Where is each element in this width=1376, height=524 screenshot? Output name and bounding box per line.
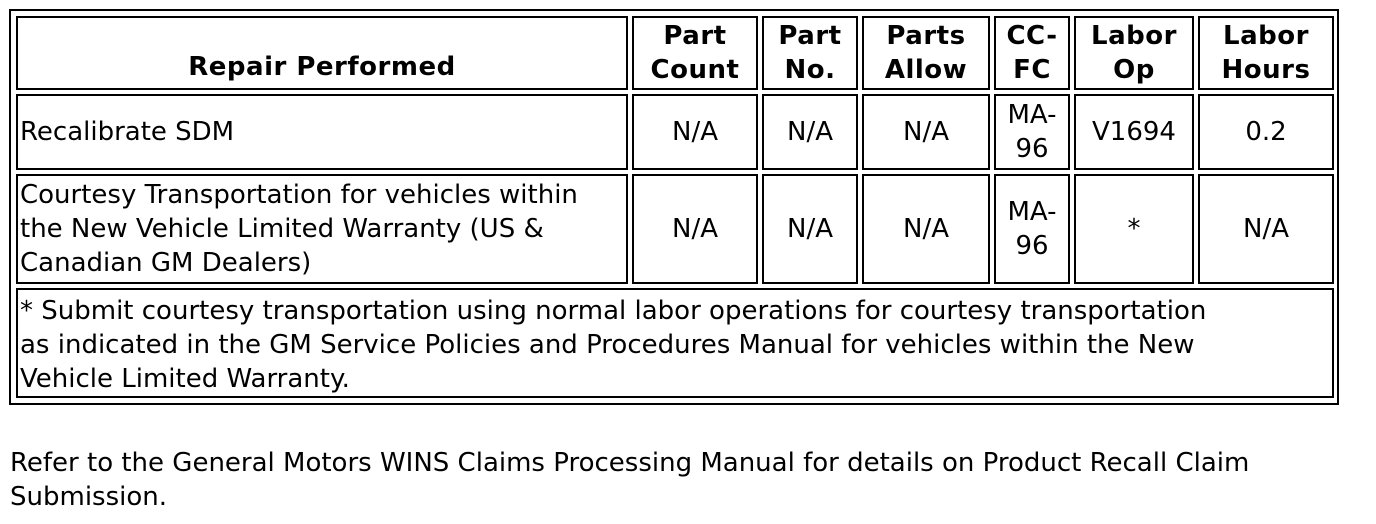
row-1-labor-op-text: V1694 [1092,117,1176,147]
table-row-1-parts-allow [862,94,990,170]
table-row-1-cc-fc [994,94,1070,170]
row-1-labor-hours-text: 0.2 [1245,117,1287,147]
header-part-count [632,16,758,90]
header-repair-performed-text: Repair Performed [188,52,456,82]
header-part-count-text: Part Count [650,21,740,85]
header-labor-op-text: Labor Op [1091,21,1177,85]
header-labor-hours [1198,16,1334,90]
row-2-labor-hours-text: N/A [1243,214,1289,244]
row-1-parts-allow-text: N/A [903,117,949,147]
row-2-labor-op-text: * [1127,214,1141,244]
header-part-no [762,16,858,90]
row-1-repair-text: Recalibrate SDM [20,117,235,147]
row-2-part-no-text: N/A [787,214,833,244]
row-2-parts-allow-text: N/A [903,214,949,244]
claim-reference-paragraph: Refer to the General Motors WINS Claims Processing Manual for details on Product Recall Claim Submission. [10,448,1250,512]
row-1-cc-fc-text: MA- 96 [1007,100,1057,164]
table-row-2-parts-allow [862,174,990,284]
row-2-cc-fc-text: MA- 96 [1007,197,1057,261]
table-row-2-part-no [762,174,858,284]
row-1-part-no-text: N/A [787,117,833,147]
table-row-2-cc-fc [994,174,1070,284]
row-1-part-count-text: N/A [672,117,718,147]
table-row-1-repair [16,94,628,170]
header-labor-hours-text: Labor Hours [1221,21,1311,85]
header-cc-fc-text: CC- FC [1006,21,1058,85]
row-2-part-count-text: N/A [672,214,718,244]
table-footnote [16,288,1334,398]
header-parts-allow-text: Parts Allow [884,21,968,85]
header-labor-op [1074,16,1194,90]
table-row-2-labor-hours [1198,174,1334,284]
row-2-repair-text: Courtesy Transportation for vehicles within the New Vehicle Limited Warranty (US & Canadian GM Dealers) [20,180,578,278]
table-footnote-text: * Submit courtesy transportation using normal labor operations for courtesy transportation as indicated in the GM Service Policies and Procedures Manual for vehicles within the New Vehicle Limited Warranty. [20,296,1207,394]
header-cc-fc [994,16,1070,90]
header-repair-performed [16,16,628,90]
table-row-2-labor-op [1074,174,1194,284]
table-row-1-part-count [632,94,758,170]
table-row-2-part-count [632,174,758,284]
table-row-1-labor-op [1074,94,1194,170]
table-row-1-labor-hours [1198,94,1334,170]
header-part-no-text: Part No. [778,21,842,85]
table-row-1-part-no [762,94,858,170]
header-parts-allow [862,16,990,90]
table-row-2-repair [16,174,628,284]
